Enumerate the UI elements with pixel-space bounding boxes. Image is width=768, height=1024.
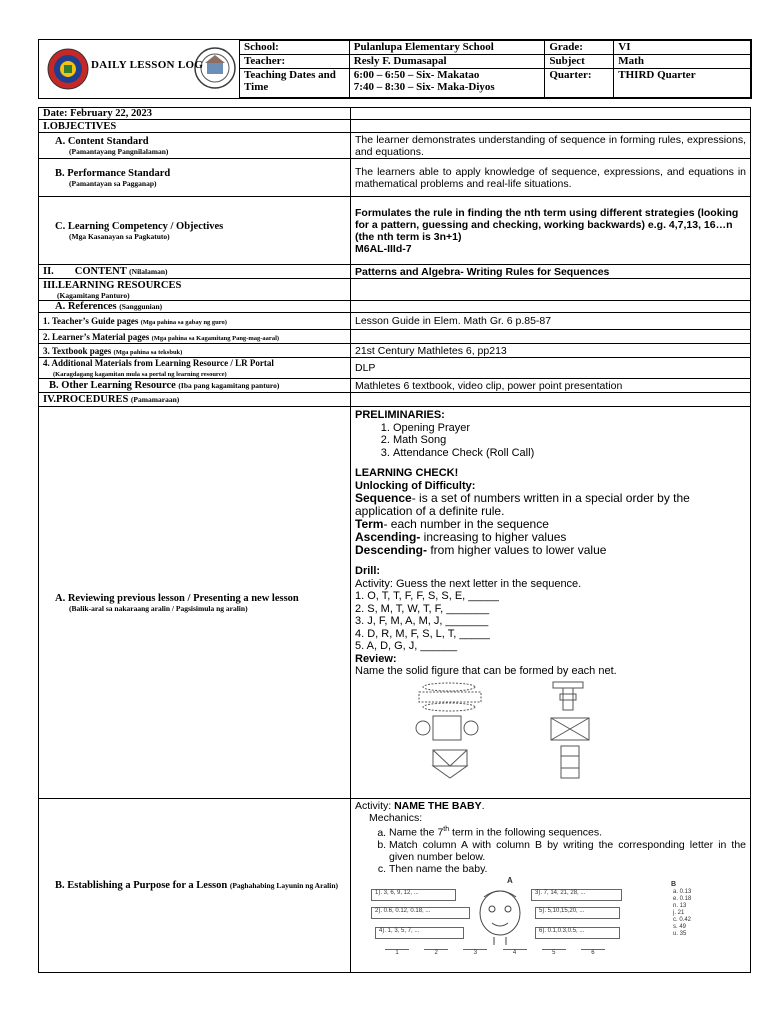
sequence-box: 3). 7, 14, 21, 28, ... [531, 889, 622, 901]
logo-area [39, 40, 239, 98]
answer-choice: u. 35 [673, 930, 687, 937]
unlocking-heading: Unlocking of Difficulty: [355, 479, 476, 492]
term-descending: Descending- [355, 543, 428, 557]
content-label: II. CONTENT (Nilalaman) [39, 265, 351, 279]
lesson-log-table [38, 107, 751, 973]
other-resource-value: Mathletes 6 textbook, video clip, power point presentation [351, 379, 751, 393]
grade-label: Grade: [545, 41, 614, 55]
mechanics-list [355, 824, 746, 875]
date-cell: Date: February 22, 2023 [39, 108, 351, 120]
learners-material-value [351, 330, 751, 344]
drill-item: 1. O, T, T, F, F, S, S, E, _____ [355, 590, 499, 602]
solid-figure-nets-image [413, 680, 713, 780]
quarter-label: Quarter: [545, 69, 614, 98]
answer-choice: e. 0.18 [673, 895, 692, 902]
schedule-makatao: 6:00 – 6:50 – Six- Makatao [353, 69, 480, 81]
content-standard-text: The learner demonstrates understanding of sequence in forming rules, expressions, and equations. [351, 133, 751, 159]
drill-item: 2. S, M, T, W, T, F, _______ [355, 602, 490, 615]
procedure-a-label: A. Reviewing previous lesson / Presenting a new lesson (Balik-aral sa nakaraang aralin / Pagsisimula ng aralin) [39, 407, 351, 799]
preliminaries-list [355, 422, 746, 460]
drill-heading: Drill: [355, 565, 381, 577]
procedure-b-label: B. Establishing a Purpose for a Lesson (Paghahabing Layunin ng Aralin) [39, 799, 351, 973]
procedure-b-content [351, 799, 751, 973]
school-value: Pulanlupa Elementary School [349, 41, 545, 55]
name-the-baby-image [355, 877, 745, 961]
term-term: Term [355, 517, 384, 531]
activity-name: NAME THE BABY [394, 800, 482, 812]
answer-choice: c. 0.42 [673, 916, 692, 923]
references-label: A. References (Sanggunian) [39, 301, 351, 313]
lesson-log-header [38, 39, 752, 99]
activity-title: Activity: NAME THE BABY. [355, 800, 485, 812]
blank-label: 3 [463, 949, 487, 957]
teaching-dates-label: Teaching Dates and Time [240, 69, 350, 98]
teachers-guide-label: 1. Teacher’s Guide pages (Mga pahina sa gabay ng guro) [39, 313, 351, 330]
grade-value: VI [614, 41, 751, 55]
answer-blanks [385, 949, 605, 957]
blank-label: 2 [424, 949, 448, 957]
sequence-box: 4). 1, 3, 5, 7, ... [375, 927, 464, 939]
subject-value: Math [614, 55, 751, 69]
objectives-heading: I.OBJECTIVES [39, 120, 351, 133]
learners-material-label: 2. Learner’s Material pages (Mga pahina sa Kagamitang Pang-mag-aaral) [39, 330, 351, 344]
sequence-box: 2). 0.6, 0.12, 0.18, ... [371, 907, 470, 919]
competency-text: Formulates the rule in finding the nth term using different strategies (looking for a pattern, guessing and checking, working backwards) e.g. 4,7,13, 16…n (the nth term is 3n+1) M6AL-IIId-7 [351, 197, 751, 265]
teacher-label: Teacher: [240, 55, 350, 69]
teachers-guide-value: Lesson Guide in Elem. Math Gr. 6 p.85-87 [351, 313, 751, 330]
baby-face-icon [470, 883, 530, 945]
drill-item: 3. J, F, M, A, M, J, _______ [355, 615, 489, 627]
blank-label: 6 [581, 949, 605, 957]
answer-choices [673, 889, 723, 938]
performance-standard-label: B. Performance Standard (Pamantayan sa Pagganap) [39, 159, 351, 197]
blank-label: 1 [385, 949, 409, 957]
sequence-box: 6). 0.1,0.3,0.5, ... [535, 927, 620, 939]
procedure-a-content: PRELIMINARIES: 1. Opening Prayer 2. Math Song 3. Attendance Check (Roll Call) LEARNING CHECK! Unlocking of Difficulty: Sequence- is a set of numbers written in a special order by the application of a definite rule. Term- each number in the sequence Ascending- increasing to higher values Descending- from higher values to lower value Drill: Activity: Guess the next letter in the sequence. 1. O, T, T, F, F, S, S, E, _____ 2. S, M, T, W, T, F, _______ 3. J, F, M, A, M, J, _______ 4. D, R, M, F, S, L, T, _____ 5. A, D, G, J, ______ Review: Name the solid figure that can be formed by each net. [351, 407, 751, 799]
list-item: a. Name the 7th term in the following sequences. [389, 824, 746, 839]
document-title: DAILY LESSON LOG [91, 59, 204, 71]
schedule-maka-diyos: 7:40 – 8:30 – Six- Maka-Diyos [353, 81, 495, 93]
term-ascending: Ascending- [355, 530, 421, 544]
answer-choice: s. 49 [673, 923, 687, 930]
answer-choice: a. 0.13 [673, 888, 692, 895]
quarter-value: THIRD Quarter [614, 69, 751, 98]
drill-item: 5. A, D, G, J, ______ [355, 640, 458, 652]
textbook-label: 3. Textbook pages (Mga pahina sa teksbuk) [39, 344, 351, 358]
content-text: Patterns and Algebra- Writing Rules for Sequences [351, 265, 751, 279]
review-text: Name the solid figure that can be formed by each net. [355, 665, 617, 677]
teaching-dates-value [349, 69, 545, 98]
teacher-value: Resly F. Dumasapal [349, 55, 545, 69]
list-item: c. Then name the baby. [389, 863, 746, 875]
competency-code: M6AL-IIId-7 [355, 242, 412, 255]
column-b-label: B [671, 880, 677, 888]
learning-resources-heading: III.LEARNING RESOURCES (Kagamitang Panturo) [39, 279, 351, 301]
deped-seal-icon [47, 48, 89, 90]
list-item: 1. Opening Prayer [393, 422, 746, 435]
subject-label: Subject [545, 55, 614, 69]
column-a-label: A [507, 875, 513, 885]
school-label: School: [240, 41, 350, 55]
list-item: 3. Attendance Check (Roll Call) [393, 447, 746, 460]
review-heading: Review: [355, 652, 397, 665]
header-info-table [239, 40, 751, 98]
mechanics-heading: Mechanics: [369, 812, 423, 824]
drill-item: 4. D, R, M, F, S, L, T, _____ [355, 627, 490, 640]
blank-label: 4 [503, 949, 527, 957]
content-standard-label: A. Content Standard (Pamantayang Pangnilalaman) [39, 133, 351, 159]
preliminaries-heading: PRELIMINARIES: [355, 409, 445, 421]
learning-check-heading: LEARNING CHECK! [355, 467, 459, 479]
blank-label: 5 [542, 949, 566, 957]
sequence-box: 1). 3, 6, 9, 12, ... [371, 889, 456, 901]
term-sequence: Sequence [355, 491, 412, 505]
additional-materials-value: DLP [351, 358, 751, 379]
answer-choice: n. 13 [673, 902, 687, 909]
list-item: b. Match column A with column B by writing the corresponding letter in the given number below. [389, 839, 746, 863]
sequence-box: 5). 5,10,15,20, ... [535, 907, 620, 919]
additional-materials-label: 4. Additional Materials from Learning Resource / LR Portal (Karagdagang kagamitan mula sa portal ng learning resource) [39, 358, 351, 379]
textbook-value: 21st Century Mathletes 6, pp213 [351, 344, 751, 358]
answer-choice: j. 21 [673, 909, 685, 916]
drill-activity: Activity: Guess the next letter in the sequence. [355, 577, 582, 590]
performance-standard-text: The learners able to apply knowledge of sequence, expressions, and equations in mathematical problems and real-life situations. [351, 159, 751, 197]
other-resource-label: B. Other Learning Resource (Iba pang kagamitang panturo) [39, 379, 351, 393]
procedures-heading: IV.PROCEDURES (Pamamaraan) [39, 393, 351, 407]
competency-label: C. Learning Competency / Objectives (Mga Kasanayan sa Pagkatuto) [39, 197, 351, 265]
list-item: 2. Math Song [393, 434, 746, 447]
